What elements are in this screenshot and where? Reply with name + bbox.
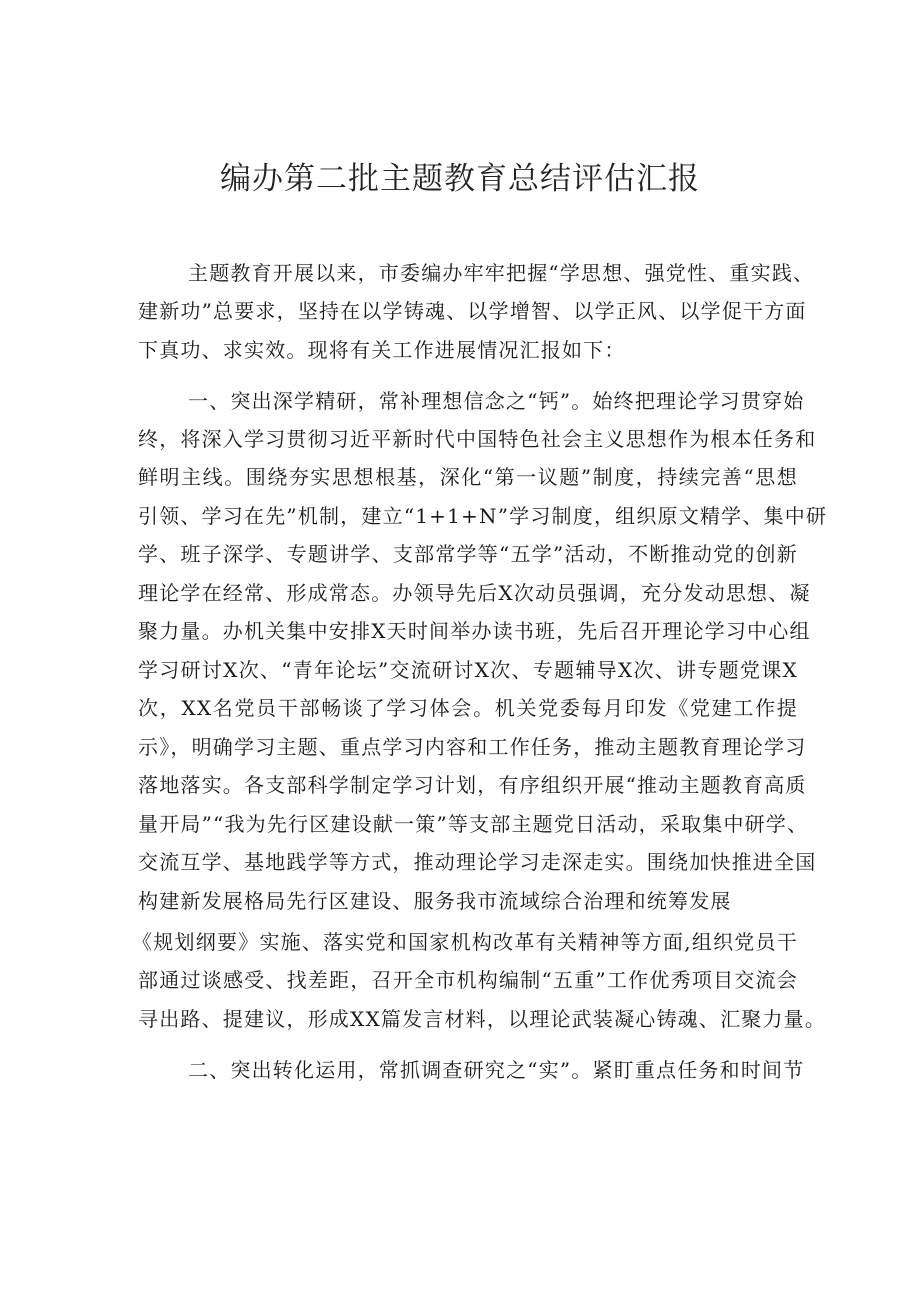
paragraph-line: 寻出路、提建议，形成XX篇发言材料，以理论武装凝心铸魂、汇聚力量。 bbox=[138, 1007, 827, 1031]
paragraph-line: 建新功”总要求，坚持在以学铸魂、以学增智、以学正风、以学促干方面 bbox=[138, 299, 807, 323]
paragraph-line: 交流互学、基地践学等方式，推动理论学习走深走实。围绕加快推进全国 bbox=[138, 850, 817, 874]
paragraph-line: 引领、学习在先”机制，建立“1+1+N”学习制度，组织原文精学、集中研 bbox=[138, 504, 828, 528]
paragraph-line: 次，XX名党员干部畅谈了学习体会。机关党委每月印发《党建工作提 bbox=[138, 696, 798, 720]
paragraph-line: 《规划纲要》实施、落实党和国家机构改革有关精神等方面,组织党员干 bbox=[132, 930, 798, 954]
paragraph-line: 落地落实。各支部科学制定学习计划，有序组织开展“推动主题教育高质 bbox=[138, 773, 807, 797]
paragraph-line: 下真功、求实效。现将有关工作进展情况汇报如下： bbox=[138, 338, 626, 362]
paragraph-line: 理论学在经常、形成常态。办领导先后X次动员强调，充分发动思想、凝 bbox=[138, 581, 811, 605]
paragraph-line: 终，将深入学习贯彻习近平新时代中国特色社会主义思想作为根本任务和 bbox=[138, 427, 817, 451]
paragraph-line: 鲜明主线。围绕夯实思想根基，深化“第一议题”制度，持续完善“思想 bbox=[138, 465, 798, 489]
paragraph-line: 主题教育开展以来，市委编办牢牢把握“学思想、强党性、重实践、 bbox=[188, 261, 815, 285]
document-title: 编办第二批主题教育总结评估汇报 bbox=[220, 161, 700, 197]
paragraph-line: 部通过谈感受、找差距，召开全市机构编制“五重”工作优秀项目交流会 bbox=[138, 968, 798, 992]
paragraph-line: 构建新发展格局先行区建设、服务我市流域综合治理和统筹发展 bbox=[138, 889, 732, 913]
paragraph-line: 一、突出深学精研，常补理想信念之“钙”。始终把理论学习贯穿始 bbox=[188, 389, 805, 413]
paragraph-line: 示》，明确学习主题、重点学习内容和工作任务，推动主题教育理论学习 bbox=[138, 735, 807, 759]
paragraph-line: 聚力量。办机关集中安排X天时间举办读书班，先后召开理论学习中心组 bbox=[138, 619, 811, 643]
paragraph-line: 学习研讨X次、“青年论坛”交流研讨X次、专题辅导X次、讲专题党课X bbox=[138, 658, 798, 682]
paragraph-line: 学、班子深学、专题讲学、支部常学等“五学”活动，不断推动党的创新 bbox=[138, 542, 798, 566]
paragraph-line: 二、突出转化运用，常抓调查研究之“实”。紧盯重点任务和时间节 bbox=[188, 1058, 805, 1082]
paragraph-line: 量开局”“我为先行区建设献一策”等支部主题党日活动，采取集中研学、 bbox=[138, 812, 809, 836]
